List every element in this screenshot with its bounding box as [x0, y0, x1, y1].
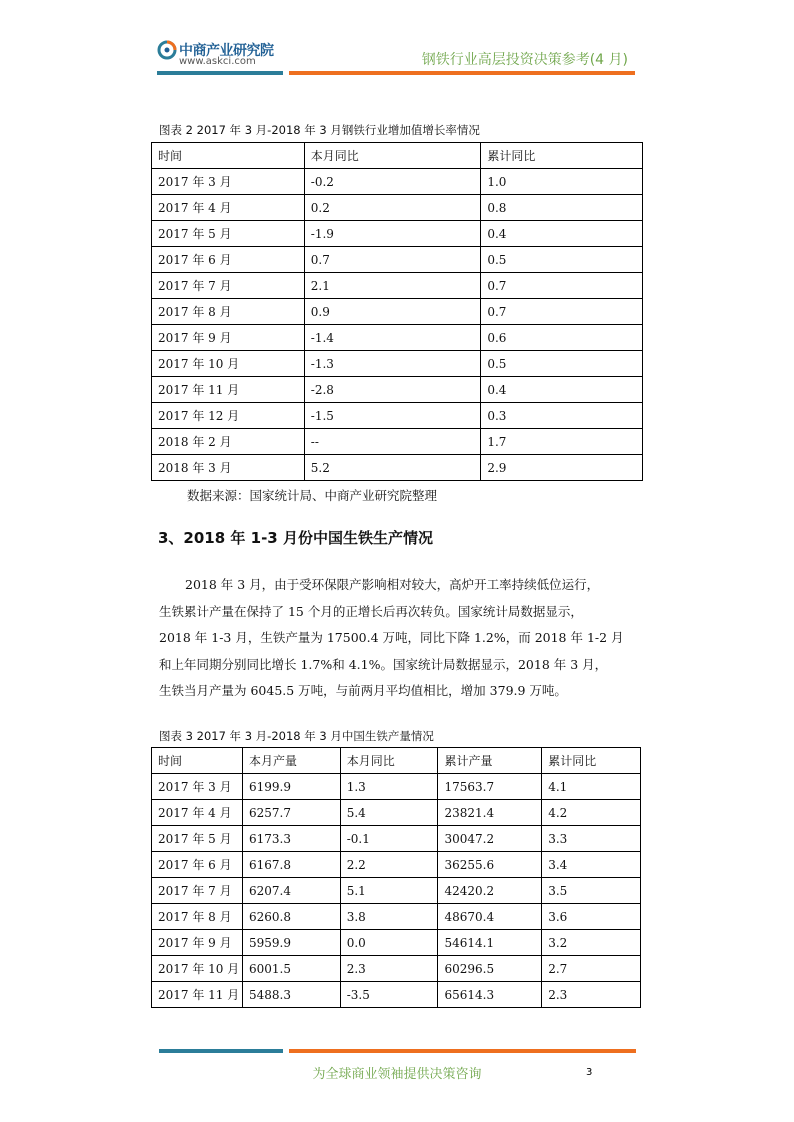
table3-caption: 图表 3 2017 年 3 月-2018 年 3 月中国生铁产量情况: [159, 729, 434, 743]
table3-header-cell: 累计同比: [542, 748, 641, 774]
table-cell: 2017 年 4 月: [152, 195, 305, 221]
table-row: [152, 852, 641, 878]
paragraph-line: 2018 年 3 月，由于受环保限产影响相对较大，高炉开工率持续低位运行，: [185, 577, 600, 592]
table-cell: 2017 年 12 月: [152, 403, 305, 429]
table-cell: 0.4: [481, 377, 643, 403]
table-cell: -0.1: [340, 826, 438, 852]
table-cell: 65614.3: [438, 982, 542, 1008]
table-cell: 0.4: [481, 221, 643, 247]
table-cell: 5.4: [340, 800, 438, 826]
table-row: [152, 377, 643, 403]
table-cell: -2.8: [304, 377, 481, 403]
table2-header-cell: 累计同比: [481, 143, 643, 169]
table-row: [152, 429, 643, 455]
logo-url: www.askci.com: [179, 56, 256, 67]
table-cell: 2017 年 6 月: [152, 852, 243, 878]
table-cell: -1.4: [304, 325, 481, 351]
table-cell: 2.2: [340, 852, 438, 878]
table-cell: 2018 年 3 月: [152, 455, 305, 481]
page-number: 3: [586, 1067, 593, 1078]
table-cell: 3.6: [542, 904, 641, 930]
table-cell: 2.3: [340, 956, 438, 982]
table-row: [152, 826, 641, 852]
header-title: 钢铁行业高层投资决策参考(4 月): [421, 52, 628, 68]
table-cell: 5488.3: [242, 982, 340, 1008]
table-cell: 2.9: [481, 455, 643, 481]
logo: [157, 40, 287, 74]
table-cell: 42420.2: [438, 878, 542, 904]
table-row: [152, 403, 643, 429]
table-row: [152, 904, 641, 930]
table-cell: 2017 年 11 月: [152, 982, 243, 1008]
table-row: [152, 956, 641, 982]
table-cell: -1.3: [304, 351, 481, 377]
table2-caption: 图表 2 2017 年 3 月-2018 年 3 月钢铁行业增加值增长率情况: [159, 123, 480, 137]
table-cell: 0.2: [304, 195, 481, 221]
table-cell: 0.7: [481, 273, 643, 299]
table-cell: 0.9: [304, 299, 481, 325]
table-cell: 3.5: [542, 878, 641, 904]
table-cell: 2017 年 8 月: [152, 904, 243, 930]
table-row: [152, 221, 643, 247]
table-cell: -1.5: [304, 403, 481, 429]
table3-header-cell: 本月产量: [242, 748, 340, 774]
table-row: [152, 982, 641, 1008]
table-cell: 5.2: [304, 455, 481, 481]
table-cell: 2.1: [304, 273, 481, 299]
table3-header-cell: 本月同比: [340, 748, 438, 774]
table-cell: 0.7: [481, 299, 643, 325]
table-row: [152, 325, 643, 351]
table3: [151, 747, 641, 1008]
table-cell: 2017 年 11 月: [152, 377, 305, 403]
table-cell: 2018 年 2 月: [152, 429, 305, 455]
table-cell: 0.8: [481, 195, 643, 221]
paragraph-line: 和上年同期分别同比增长 1.7%和 4.1%。国家统计局数据显示，2018 年 3 月，: [159, 656, 608, 672]
table-cell: 23821.4: [438, 800, 542, 826]
table-cell: 2017 年 9 月: [152, 930, 243, 956]
table-cell: 3.8: [340, 904, 438, 930]
table-cell: 0.5: [481, 247, 643, 273]
table-cell: 48670.4: [438, 904, 542, 930]
table-cell: 60296.5: [438, 956, 542, 982]
table-cell: 1.0: [481, 169, 643, 195]
table-cell: 17563.7: [438, 774, 542, 800]
table-cell: 54614.1: [438, 930, 542, 956]
table-cell: 6001.5: [242, 956, 340, 982]
table-cell: 2017 年 3 月: [152, 169, 305, 195]
table-cell: 6173.3: [242, 826, 340, 852]
table2-header-row: [152, 143, 643, 169]
table-cell: 6257.7: [242, 800, 340, 826]
table-cell: 2.3: [542, 982, 641, 1008]
table-cell: 2017 年 9 月: [152, 325, 305, 351]
table-cell: 0.7: [304, 247, 481, 273]
logo-name: 中商产业研究院: [179, 43, 274, 59]
table-cell: 1.3: [340, 774, 438, 800]
table-cell: 2017 年 8 月: [152, 299, 305, 325]
table-cell: --: [304, 429, 481, 455]
table-cell: 2017 年 10 月: [152, 956, 243, 982]
table2-header-cell: 时间: [152, 143, 305, 169]
table-row: [152, 455, 643, 481]
table-cell: 6260.8: [242, 904, 340, 930]
table-cell: 2017 年 5 月: [152, 826, 243, 852]
table-row: [152, 351, 643, 377]
table-row: [152, 878, 641, 904]
table-cell: 2017 年 5 月: [152, 221, 305, 247]
paragraph-line: 生铁累计产量在保持了 15 个月的正增长后再次转负。国家统计局数据显示，: [159, 603, 583, 619]
table-cell: -1.9: [304, 221, 481, 247]
header-rule-orange: [289, 71, 635, 75]
table-cell: 5.1: [340, 878, 438, 904]
table-row: [152, 800, 641, 826]
table-cell: 2017 年 6 月: [152, 247, 305, 273]
table-cell: 0.0: [340, 930, 438, 956]
table-cell: 2017 年 10 月: [152, 351, 305, 377]
table-row: [152, 169, 643, 195]
source-note: 数据来源：国家统计局、中商产业研究院整理: [187, 488, 438, 503]
table-cell: 2017 年 7 月: [152, 273, 305, 299]
table-cell: 2017 年 3 月: [152, 774, 243, 800]
logo-icon: [157, 40, 177, 60]
table-cell: 3.2: [542, 930, 641, 956]
table3-header-cell: 时间: [152, 748, 243, 774]
paragraph-line: 生铁当月产量为 6045.5 万吨，与前两月平均值相比，增加 379.9 万吨。: [159, 683, 567, 698]
table-cell: 2017 年 4 月: [152, 800, 243, 826]
table-row: [152, 774, 641, 800]
paragraph: [159, 572, 639, 705]
table-cell: 4.1: [542, 774, 641, 800]
table-cell: 0.5: [481, 351, 643, 377]
header-rule-blue: [157, 71, 283, 75]
table-cell: 0.3: [481, 403, 643, 429]
table-cell: 30047.2: [438, 826, 542, 852]
table-row: [152, 247, 643, 273]
table2: [151, 142, 643, 481]
table3-header-cell: 累计产量: [438, 748, 542, 774]
table-cell: 0.6: [481, 325, 643, 351]
table3-header-row: [152, 748, 641, 774]
table-cell: 6199.9: [242, 774, 340, 800]
table-row: [152, 195, 643, 221]
table-cell: 1.7: [481, 429, 643, 455]
table-cell: -3.5: [340, 982, 438, 1008]
footer-rule-blue: [159, 1049, 283, 1053]
paragraph-line: 2018 年 1-3 月，生铁产量为 17500.4 万吨，同比下降 1.2%，而 2018 年 1-2 月: [159, 630, 624, 645]
table-row: [152, 273, 643, 299]
table-cell: 2017 年 7 月: [152, 878, 243, 904]
table-cell: 3.4: [542, 852, 641, 878]
table-cell: -0.2: [304, 169, 481, 195]
table-cell: 5959.9: [242, 930, 340, 956]
table-cell: 2.7: [542, 956, 641, 982]
table-row: [152, 930, 641, 956]
table-cell: 6167.8: [242, 852, 340, 878]
table-row: [152, 299, 643, 325]
table-cell: 3.3: [542, 826, 641, 852]
table-cell: 6207.4: [242, 878, 340, 904]
footer-slogan: 为全球商业领袖提供决策咨询: [312, 1067, 482, 1082]
table2-header-cell: 本月同比: [304, 143, 481, 169]
footer-rule-orange: [289, 1049, 636, 1053]
section-heading: 3、2018 年 1-3 月份中国生铁生产情况: [158, 529, 433, 547]
table-cell: 4.2: [542, 800, 641, 826]
table-cell: 36255.6: [438, 852, 542, 878]
